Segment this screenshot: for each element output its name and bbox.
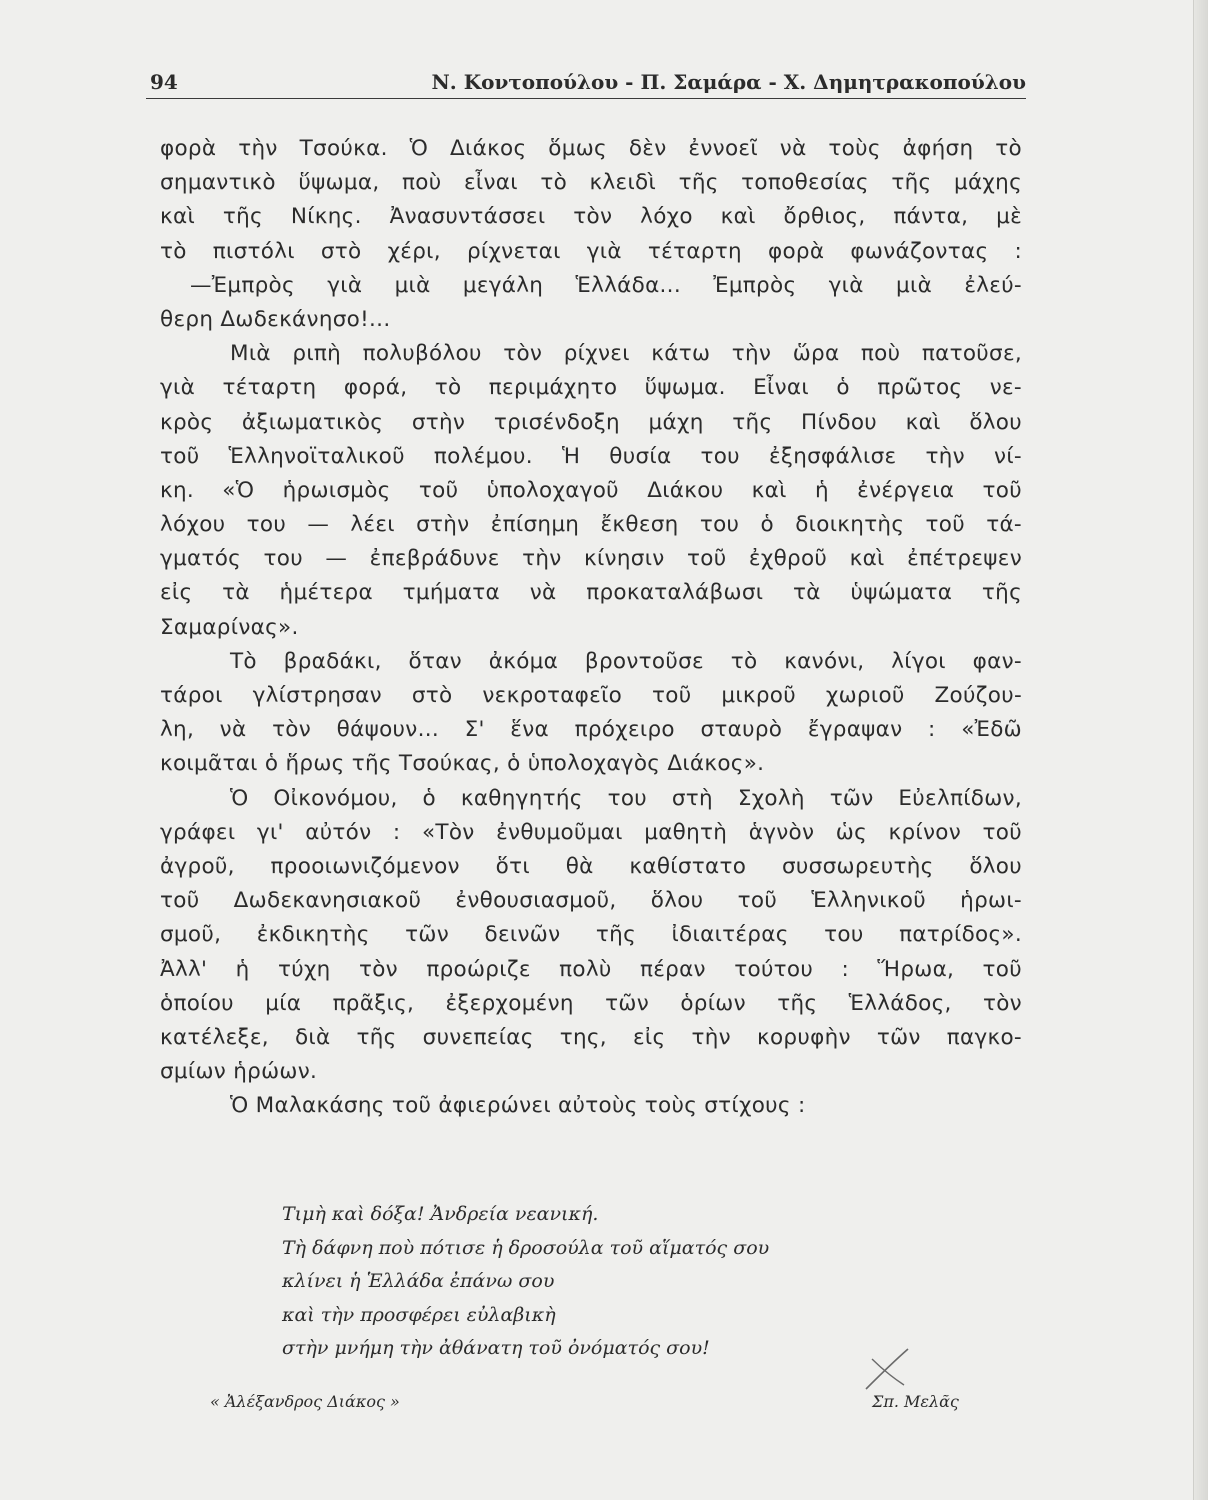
text-line: Ὁ Μαλακάσης τοῦ ἀφιερώνει αὐτοὺς τοὺς στίχους : bbox=[230, 1093, 806, 1119]
text-line: Τὸ βραδάκι, ὅταν ἀκόμα βροντοῦσε τὸ κανόνι, λίγοι φαν- bbox=[230, 648, 1022, 674]
text-line: λόχου του — λέει στὴν ἐπίσημη ἔκθεση του ὁ διοικητὴς τοῦ τά- bbox=[160, 512, 1022, 538]
poem-line: κλίνει ἡ Ἑλλάδα ἐπάνω σου bbox=[282, 1270, 555, 1292]
text-line: θερη Δωδεκάνησο!... bbox=[160, 306, 391, 332]
text-line: ὁποίου μία πρᾶξις, ἐξερχομένη τῶν ὁρίων τῆς Ἑλλάδος, τὸν bbox=[160, 990, 1022, 1016]
text-line: γματός του — ἐπεβράδυνε τὴν κίνησιν τοῦ ἐχθροῦ καὶ ἐπέτρεψεν bbox=[160, 546, 1022, 572]
text-line: Μιὰ ριπὴ πολυβόλου τὸν ρίχνει κάτω τὴν ὥρα ποὺ πατοῦσε, bbox=[230, 341, 1022, 367]
poem-line: καὶ τὴν προσφέρει εὐλαβικὴ bbox=[282, 1303, 556, 1326]
text-line: σημαντικὸ ὕψωμα, ποὺ εἶναι τὸ κλειδὶ τῆς τοποθεσίας τῆς μάχης bbox=[160, 170, 1022, 196]
text-line: —Ἐμπρὸς γιὰ μιὰ μεγάλη Ἑλλάδα... Ἐμπρὸς γιὰ μιὰ ἐλεύ- bbox=[190, 272, 1022, 298]
text-line: τάροι γλίστρησαν στὸ νεκροταφεῖο τοῦ μικροῦ χωριοῦ Ζούζου- bbox=[160, 683, 1022, 708]
text-line: σμοῦ, ἐκδικητὴς τῶν δεινῶν τῆς ἰδιαιτέρας του πατρίδος». bbox=[160, 922, 1022, 948]
text-line: εἰς τὰ ἡμέτερα τμήματα νὰ προκαταλάβωσι τὰ ὑψώματα τῆς bbox=[160, 580, 1022, 606]
text-line: Ὁ Οἰκονόμου, ὁ καθηγητής του στὴ Σχολὴ τῶν Εὐελπίδων, bbox=[230, 785, 1022, 811]
text-line: τὸ πιστόλι στὸ χέρι, ρίχνεται γιὰ τέταρτη φορὰ φωνάζοντας : bbox=[160, 238, 1022, 264]
poem-source: « Ἀλέξανδρος Διάκος » bbox=[210, 1392, 400, 1411]
page-edge bbox=[1193, 0, 1208, 1500]
poem-line: στὴν μνήμη τὴν ἀθάνατη τοῦ ὀνόματός σου! bbox=[282, 1337, 710, 1359]
poem-author: Σπ. Μελᾶς bbox=[872, 1392, 959, 1411]
pencil-mark-icon bbox=[862, 1345, 912, 1391]
running-header bbox=[146, 68, 1026, 99]
text-line: Σαμαρίνας». bbox=[160, 614, 299, 640]
poem-line: Τιμὴ καὶ δόξα! Ἀνδρεία νεανική. bbox=[282, 1203, 599, 1225]
text-line: κατέλεξε, διὰ τῆς συνεπείας της, εἰς τὴν κορυφὴν τῶν παγκο- bbox=[160, 1024, 1022, 1050]
poem bbox=[282, 1198, 902, 1366]
text-line: γράφει γι' αὐτόν : «Τὸν ἐνθυμοῦμαι μαθητὴ ἁγνὸν ὡς κρίνον τοῦ bbox=[160, 819, 1022, 845]
text-line: ἀγροῦ, προοιωνιζόμενον ὅτι θὰ καθίστατο συσσωρευτὴς ὅλου bbox=[160, 853, 1022, 879]
text-line: κη. «Ὁ ἡρωισμὸς τοῦ ὑπολοχαγοῦ Διάκου καὶ ἡ ἐνέργεια τοῦ bbox=[160, 477, 1022, 503]
poem-line: Τὴ δάφνη ποὺ πότισε ἡ δροσούλα τοῦ αἵματός σου bbox=[282, 1236, 770, 1259]
text-line: κρὸς ἀξιωματικὸς στὴν τρισένδοξη μάχη τῆς Πίνδου καὶ ὅλου bbox=[160, 409, 1022, 435]
text-line: τοῦ Δωδεκανησιακοῦ ἐνθουσιασμοῦ, ὅλου τοῦ Ἑλληνικοῦ ἡρωι- bbox=[160, 888, 1022, 914]
text-line: λη, νὰ τὸν θάψουν... Σ' ἕνα πρόχειρο σταυρὸ ἔγραψαν : «Ἐδῶ bbox=[160, 717, 1022, 743]
text-line: τοῦ Ἑλληνοϊταλικοῦ πολέμου. Ἡ θυσία του ἐξησφάλισε τὴν νί- bbox=[160, 443, 1022, 469]
text-line: Ἀλλ' ἡ τύχη τὸν προώριζε πολὺ πέραν τούτου : Ἥρωα, τοῦ bbox=[160, 956, 1022, 982]
text-line: γιὰ τέταρτη φορά, τὸ περιμάχητο ὕψωμα. Εἶναι ὁ πρῶτος νε- bbox=[160, 375, 1022, 401]
header-authors: Ν. Κοντοπούλου - Π. Σαμάρα - Χ. Δημητρακοπούλου bbox=[431, 70, 1026, 94]
body-text bbox=[160, 132, 1022, 1123]
text-line: κοιμᾶται ὁ ἥρως τῆς Τσούκας, ὁ ὑπολοχαγὸς Διάκος». bbox=[160, 751, 765, 777]
text-line: καὶ τῆς Νίκης. Ἀνασυντάσσει τὸν λόχο καὶ ὄρθιος, πάντα, μὲ bbox=[160, 204, 1022, 230]
text-line: φορὰ τὴν Τσούκα. Ὁ Διάκος ὅμως δὲν ἐννοεῖ νὰ τοὺς ἀφήση τὸ bbox=[160, 136, 1022, 161]
page-number: 94 bbox=[150, 70, 178, 94]
text-line: σμίων ἡρώων. bbox=[160, 1059, 318, 1085]
